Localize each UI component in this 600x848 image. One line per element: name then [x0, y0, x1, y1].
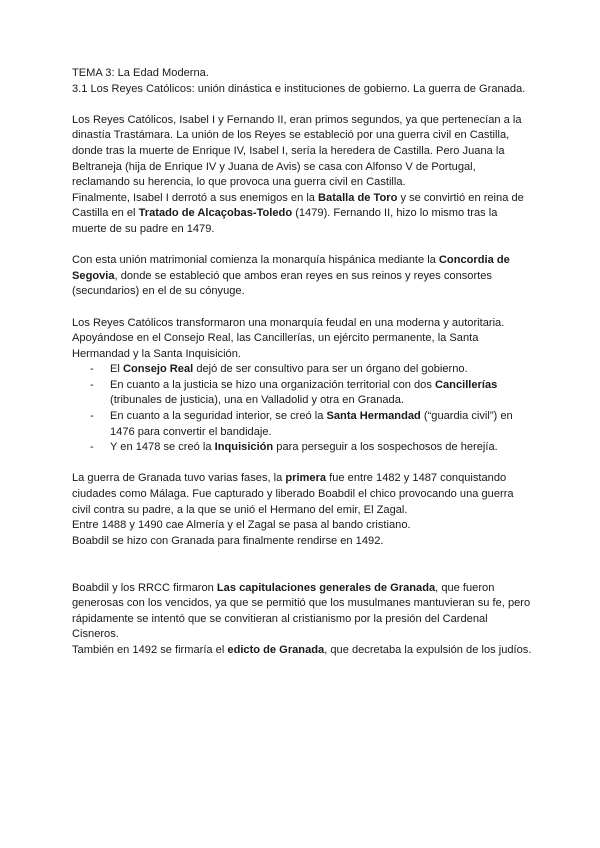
paragraph-dynastic-union	[72, 113, 532, 191]
section-title: 3.1 Los Reyes Católicos: unión dinástica e instituciones de gobierno. La guerra de Granada.	[72, 82, 526, 95]
paragraph-concordia	[72, 253, 532, 300]
paragraph-edict	[72, 643, 532, 659]
topic-title: TEMA 3: La Edad Moderna.	[72, 67, 209, 79]
paragraph-capitulations	[72, 581, 532, 643]
spacer	[72, 456, 532, 472]
paragraph-line: Boabdil se hizo con Granada para finalmente rendirse en 1492.	[72, 534, 384, 547]
list-item	[72, 440, 532, 456]
text: y se convirtió en reina de Castilla en el	[72, 191, 524, 220]
text: , que decretaba la expulsión de los judíos.	[324, 643, 532, 656]
text: Boabdil y los RRCC firmaron	[72, 581, 217, 594]
bold-term: Concordia de Segovia	[72, 254, 510, 282]
text: La guerra de Granada tuvo varias fases, la	[72, 472, 286, 485]
spacer	[72, 97, 532, 113]
list-item	[72, 378, 532, 409]
institutions-list	[72, 362, 532, 456]
list-item	[72, 409, 532, 440]
paragraph-line: Entre 1488 y 1490 cae Almería y el Zagal se pasa al bando cristiano.	[72, 519, 411, 532]
bold-term: Consejo Real	[122, 363, 194, 376]
paragraph-granada-war	[72, 471, 532, 518]
text: También en 1492 se firmaría el	[72, 643, 228, 656]
bold-term: Santa Hermandad	[326, 410, 421, 423]
text: fue entre 1482 y 1487 conquistando ciudades como Málaga. Fue capturado y liberado Boabdil el chico provocando una guerra civil contra su padre, a la que se unió el Hermano del emir, El Zagal.	[72, 472, 514, 516]
text: El	[110, 363, 123, 376]
bold-term: Inquisición	[214, 441, 274, 454]
spacer	[72, 549, 532, 565]
bold-term: primera	[285, 472, 327, 485]
text: dejó de ser consultivo para ser un órgano del gobierno.	[193, 363, 468, 376]
text: Finalmente, Isabel I derrotó a sus enemigos en la	[72, 191, 319, 204]
bold-term: edicto de Granada	[227, 643, 325, 656]
text: Y en 1478 se creó la	[110, 441, 215, 454]
spacer	[72, 300, 532, 316]
text: Con esta unión matrimonial comienza la monarquía hispánica mediante la	[72, 254, 439, 267]
list-item	[72, 362, 532, 378]
text: (“guardia civil”) en 1476 para convertir el bandidaje.	[110, 410, 513, 438]
text: Los Reyes Católicos, Isabel I y Fernando II, eran primos segundos, ya que pertenecían a la dinastía Trastámara. La unión de los Reyes se estableció por una guerra civil en Castilla, donde tras la muerte de Enrique IV, Isabel I, sería la heredera de Castilla. Pero Juana la Beltraneja (hija de Enrique IV y Juana de Avis) se casa con Alfonso V de Portugal, reclamando su herencia, lo que provoca una guerra civil en Castilla.	[72, 113, 522, 189]
document-page	[72, 66, 532, 659]
text: (1479). Fernando II, hizo lo mismo tras la muerte de su padre en 1479.	[72, 207, 498, 235]
bold-term: Tratado de Alcaçobas-Toledo	[138, 207, 293, 220]
spacer	[72, 238, 532, 254]
text: , donde se estableció que ambos eran reyes en sus reinos y reyes consortes (secundarios) en el de su cónyuge.	[72, 269, 492, 298]
text: En cuanto a la justicia se hizo una organización territorial con dos	[110, 378, 435, 391]
text: , que fueron generosas con los vencidos, ya que se permitió que los musulmanes mantuvieran su fe, pero rápidamente se intentó que se convitieran al cristianismo por la presión del Cardenal Cisneros.	[72, 581, 531, 641]
paragraph-toro	[72, 191, 532, 238]
bold-term: Batalla de Toro	[318, 191, 398, 204]
text: En cuanto a la seguridad interior, se creó la	[110, 410, 327, 423]
text: (tribunales de justicia), una en Valladolid y otra en Granada.	[110, 394, 404, 407]
paragraph-institutions: Los Reyes Católicos transformaron una monarquía feudal en una moderna y autoritaria. Apoyándose en el Consejo Real, las Cancillerías, un ejército permanente, la Santa Hermandad y la Santa Inquisición.	[72, 316, 505, 360]
bold-term: Las capitulaciones generales de Granada	[216, 581, 436, 594]
text: para perseguir a los sospechosos de herejía.	[273, 441, 498, 454]
spacer	[72, 565, 532, 581]
bold-term: Cancillerías	[435, 378, 498, 391]
